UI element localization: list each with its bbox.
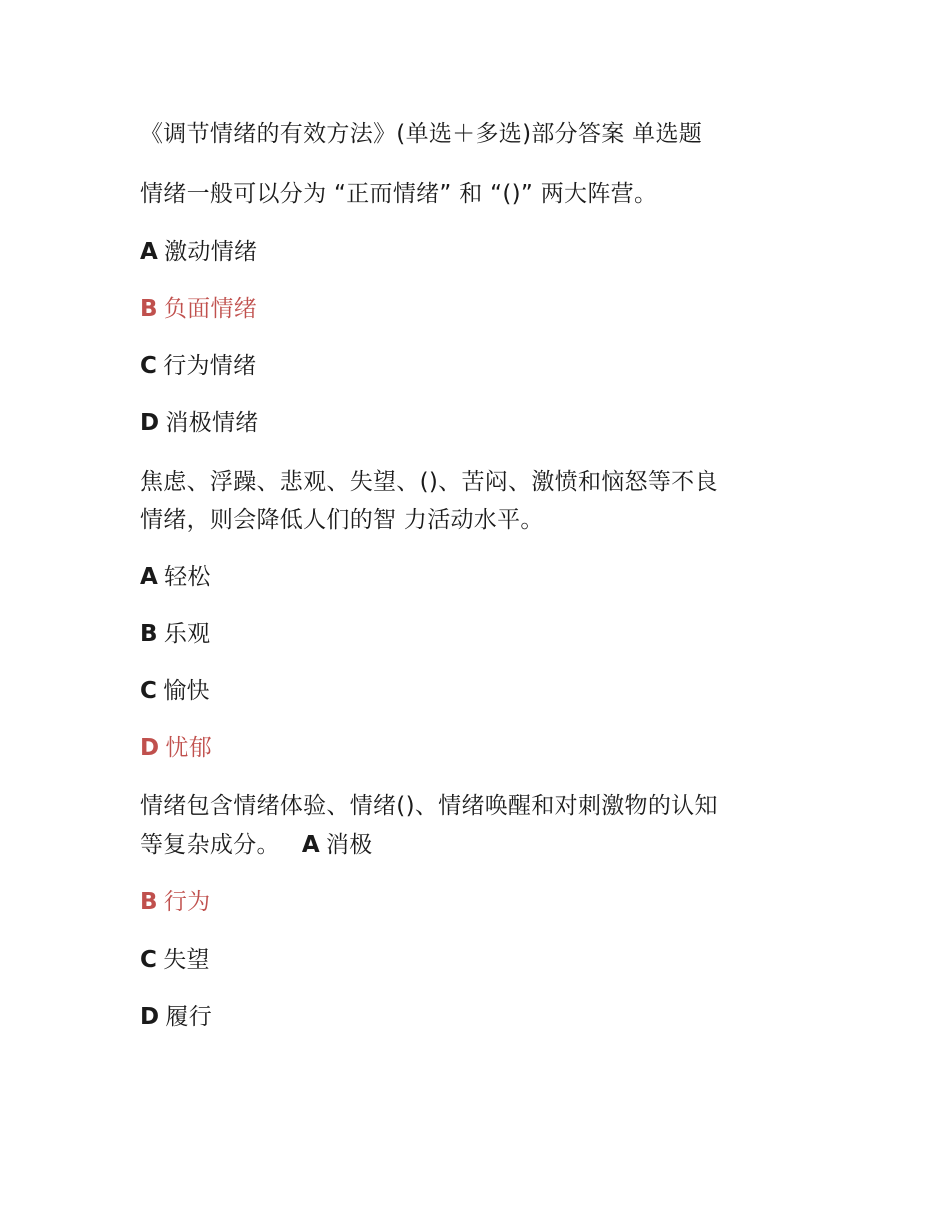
option-text: 消极 bbox=[325, 832, 373, 858]
question-1-stem: 情绪一般可以分为 “正而情绪” 和 “()” 两大阵营。 bbox=[140, 181, 658, 207]
option-letter: A bbox=[301, 832, 320, 858]
option-letter: B bbox=[140, 296, 158, 322]
question-3-stem-line-1: 情绪包含情绪体验、情绪()、情绪唤醒和对刺激物的认知 bbox=[140, 793, 718, 819]
question-3-option-b-correct bbox=[140, 887, 210, 917]
question-2-stem-line-2: 情绪，则会降低人们的智 力活动水平。 bbox=[140, 507, 544, 533]
option-text: 消极情绪 bbox=[165, 410, 259, 436]
question-2-option-a bbox=[140, 562, 211, 592]
option-letter: D bbox=[140, 410, 160, 436]
option-letter: A bbox=[140, 239, 159, 265]
option-letter: B bbox=[140, 889, 158, 915]
option-text: 轻松 bbox=[164, 564, 211, 590]
question-2-stem-line-1: 焦虑、浮躁、悲观、失望、()、苦闷、激愤和恼怒等不良 bbox=[140, 469, 718, 495]
option-text: 忧郁 bbox=[165, 735, 213, 761]
option-letter: D bbox=[140, 735, 160, 761]
option-text: 行为 bbox=[163, 889, 211, 915]
question-3-stem-line-2 bbox=[140, 830, 373, 860]
question-2-option-c bbox=[140, 676, 210, 706]
option-text: 愉快 bbox=[163, 678, 210, 704]
question-1-option-d bbox=[140, 408, 259, 438]
question-3-option-d bbox=[140, 1002, 212, 1032]
option-text: 失望 bbox=[163, 947, 210, 973]
question-1-option-a bbox=[140, 237, 257, 267]
option-text: 负面情绪 bbox=[163, 296, 258, 322]
question-2-option-b bbox=[140, 619, 210, 649]
option-letter: A bbox=[140, 564, 159, 590]
question-3-stem-text: 等复杂成分。 bbox=[140, 832, 280, 858]
question-3-option-a bbox=[302, 832, 373, 858]
question-3-option-c bbox=[140, 945, 210, 975]
option-text: 履行 bbox=[165, 1004, 213, 1030]
option-letter: C bbox=[140, 353, 158, 379]
question-1-option-c bbox=[140, 351, 256, 381]
option-text: 乐观 bbox=[163, 621, 211, 647]
option-letter: C bbox=[140, 947, 158, 973]
option-text: 行为情绪 bbox=[163, 353, 257, 379]
option-letter: D bbox=[140, 1004, 160, 1030]
question-2-option-d-correct bbox=[140, 733, 212, 763]
document-title: 《调节情绪的有效方法》(单选＋多选)部分答案 单选题 bbox=[140, 121, 703, 147]
option-letter: C bbox=[140, 678, 158, 704]
option-letter: B bbox=[140, 621, 158, 647]
option-text: 激动情绪 bbox=[164, 239, 258, 265]
question-1-option-b-correct bbox=[140, 294, 257, 324]
